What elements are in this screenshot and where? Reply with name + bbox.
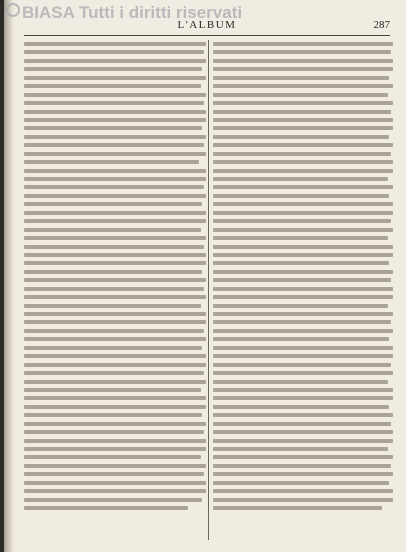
text-line xyxy=(213,278,391,282)
text-line xyxy=(24,270,202,274)
text-line xyxy=(213,118,393,122)
text-line xyxy=(24,110,206,114)
column-divider xyxy=(208,40,209,540)
text-line xyxy=(24,329,204,333)
text-line xyxy=(24,413,202,417)
text-line xyxy=(24,388,201,392)
text-line xyxy=(213,413,393,417)
text-line xyxy=(213,312,393,316)
text-line xyxy=(213,455,393,459)
text-line xyxy=(213,498,393,502)
text-line xyxy=(213,76,389,80)
text-line xyxy=(213,346,393,350)
text-line xyxy=(213,253,393,257)
text-line xyxy=(24,455,201,459)
text-line xyxy=(24,228,201,232)
text-line xyxy=(213,337,389,341)
text-line xyxy=(24,464,206,468)
text-line xyxy=(213,135,389,139)
text-line xyxy=(24,135,206,139)
text-line xyxy=(24,489,206,493)
text-line xyxy=(24,177,206,181)
text-line xyxy=(213,110,391,114)
text-line xyxy=(24,50,204,54)
text-line xyxy=(213,202,393,206)
text-line xyxy=(213,464,391,468)
text-line xyxy=(213,396,393,400)
text-line xyxy=(24,42,206,46)
text-line xyxy=(24,405,206,409)
text-line xyxy=(213,185,393,189)
text-line xyxy=(213,320,391,324)
text-line xyxy=(213,67,393,71)
text-line xyxy=(213,59,393,63)
watermark: BIASA Tutti i diritti riservati xyxy=(22,3,243,22)
text-line xyxy=(213,304,388,308)
header-rule xyxy=(24,35,390,36)
text-line xyxy=(24,320,206,324)
text-line xyxy=(24,439,206,443)
text-line xyxy=(24,295,206,299)
text-line xyxy=(24,337,206,341)
text-line xyxy=(24,312,206,316)
text-line xyxy=(213,472,393,476)
text-line xyxy=(213,329,393,333)
text-line xyxy=(24,253,206,257)
text-line xyxy=(213,101,393,105)
text-line xyxy=(24,185,204,189)
text-line xyxy=(213,219,391,223)
text-line xyxy=(24,396,206,400)
text-line xyxy=(24,143,204,147)
text-line xyxy=(213,506,382,510)
text-line xyxy=(24,422,206,426)
text-line xyxy=(213,430,393,434)
text-line xyxy=(213,287,393,291)
text-line xyxy=(24,236,206,240)
text-column-left xyxy=(24,40,206,540)
text-line xyxy=(24,346,202,350)
text-line xyxy=(213,447,388,451)
text-line xyxy=(213,143,393,147)
text-line xyxy=(24,76,206,80)
text-line xyxy=(24,371,204,375)
text-line xyxy=(213,439,393,443)
text-line xyxy=(213,270,393,274)
running-head: L'ALBUM xyxy=(177,19,237,31)
text-line xyxy=(213,422,391,426)
text-line xyxy=(24,160,199,164)
text-line xyxy=(24,101,204,105)
text-line xyxy=(24,472,204,476)
text-line xyxy=(213,211,393,215)
text-line xyxy=(213,228,393,232)
text-line xyxy=(213,194,389,198)
text-line xyxy=(213,371,393,375)
text-column-right xyxy=(213,40,393,540)
page-number: 287 xyxy=(373,19,390,31)
text-line xyxy=(24,211,206,215)
text-line xyxy=(24,278,206,282)
text-line xyxy=(24,430,204,434)
library-seal-icon xyxy=(6,3,20,17)
text-line xyxy=(213,93,388,97)
text-line xyxy=(213,126,393,130)
text-line xyxy=(213,42,393,46)
text-line xyxy=(24,354,206,358)
text-line xyxy=(213,152,391,156)
text-line xyxy=(213,481,389,485)
text-line xyxy=(213,169,393,173)
text-line xyxy=(24,152,206,156)
text-line xyxy=(213,388,393,392)
text-line xyxy=(213,295,393,299)
text-line xyxy=(24,169,206,173)
text-line xyxy=(24,84,201,88)
text-line xyxy=(213,489,393,493)
text-line xyxy=(24,287,204,291)
text-line xyxy=(24,498,202,502)
text-line xyxy=(213,84,393,88)
text-line xyxy=(213,245,393,249)
text-line xyxy=(24,93,206,97)
text-line xyxy=(24,219,206,223)
text-line xyxy=(24,194,206,198)
text-line xyxy=(24,67,202,71)
text-line xyxy=(24,118,206,122)
text-line xyxy=(24,261,206,265)
text-line xyxy=(24,447,206,451)
text-line xyxy=(213,380,388,384)
text-line xyxy=(24,59,206,63)
text-line xyxy=(24,126,202,130)
text-line xyxy=(213,363,391,367)
text-line xyxy=(213,354,393,358)
text-line xyxy=(24,363,206,367)
text-line xyxy=(213,261,389,265)
text-line xyxy=(24,506,188,510)
text-line xyxy=(24,380,206,384)
text-line xyxy=(24,304,201,308)
text-line xyxy=(24,202,202,206)
text-line xyxy=(213,177,388,181)
text-line xyxy=(24,245,204,249)
text-line xyxy=(213,50,391,54)
text-line xyxy=(213,236,388,240)
page-edge xyxy=(0,0,4,552)
text-line xyxy=(24,481,206,485)
text-line xyxy=(213,160,393,164)
text-line xyxy=(213,405,389,409)
